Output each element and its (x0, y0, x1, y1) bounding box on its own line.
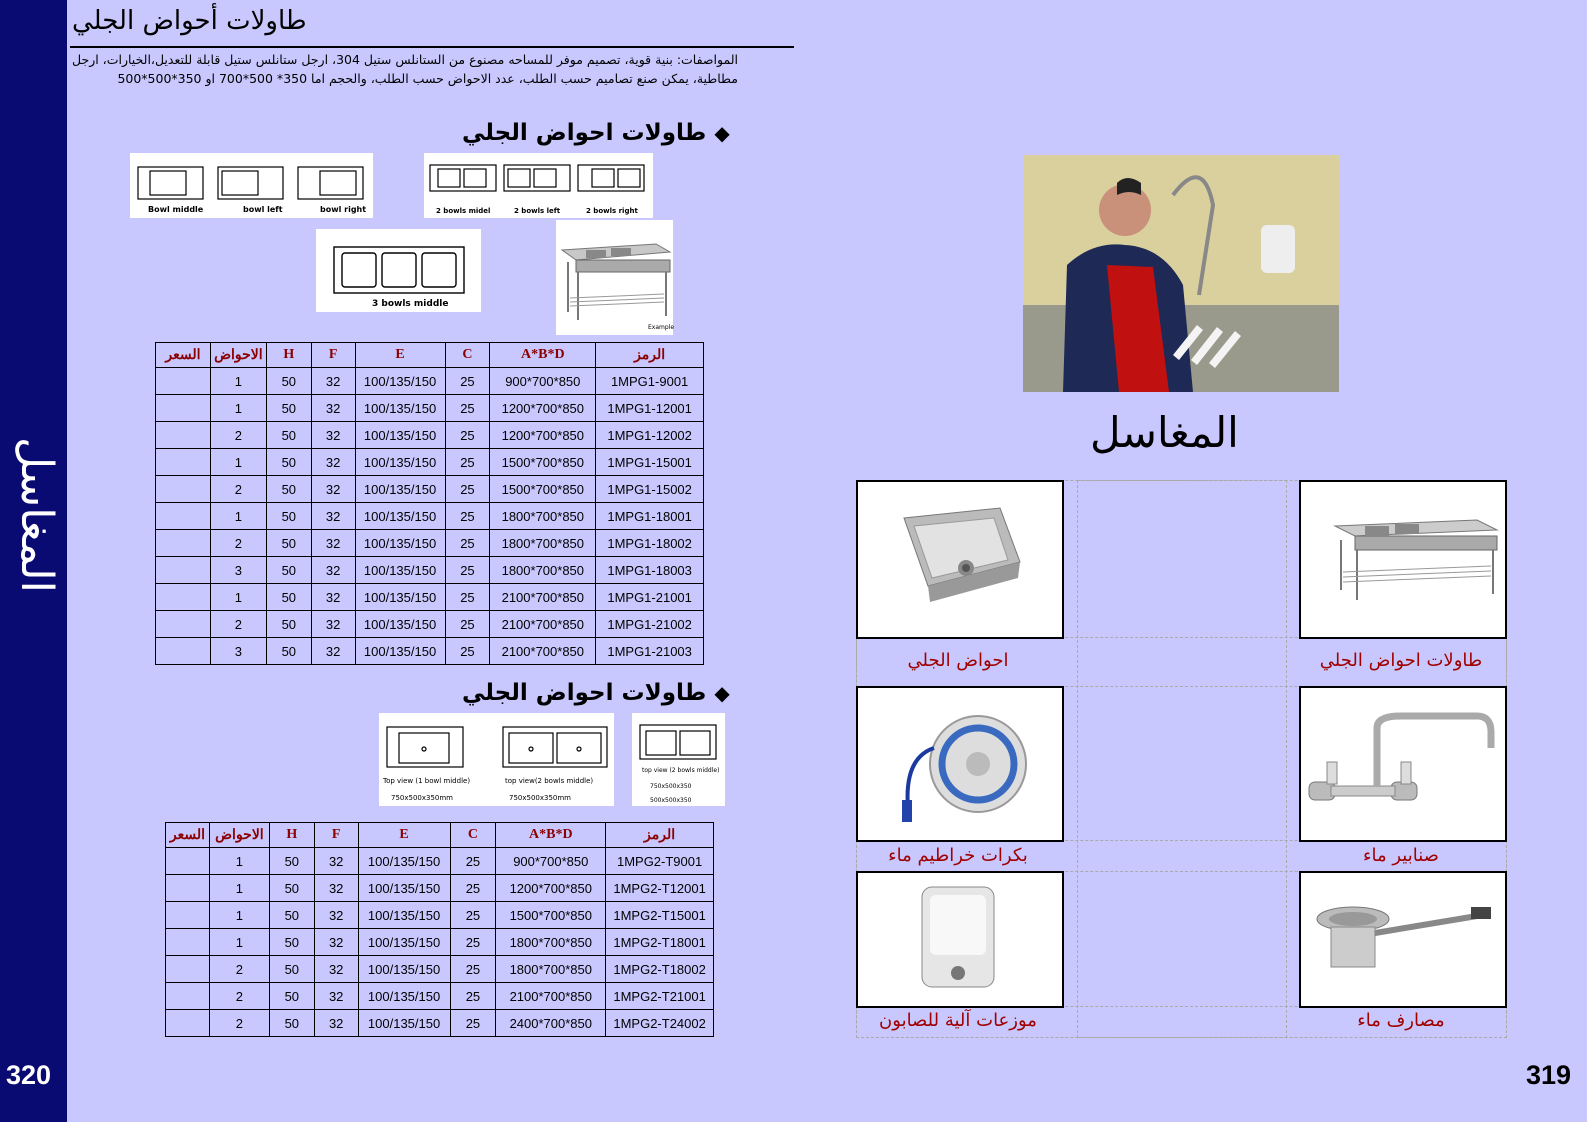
table-cell: 50 (266, 368, 311, 395)
diagram-label: 2 bowls right (586, 207, 638, 215)
table-header-row (166, 823, 714, 848)
worker-at-sink-icon (1023, 155, 1339, 392)
table-cell (166, 983, 210, 1010)
table-cell (156, 611, 211, 638)
table-cell (156, 503, 211, 530)
table-cell: 2100*700*850 (496, 983, 606, 1010)
table-row (166, 902, 714, 929)
category-label[interactable]: مصارف ماء (1357, 1010, 1445, 1031)
table-cell: 25 (450, 875, 496, 902)
column-header: السعر (156, 343, 211, 368)
table-cell: 50 (266, 395, 311, 422)
category-card-sink-tables[interactable] (1299, 480, 1507, 639)
table-cell: 50 (266, 503, 311, 530)
table-cell: 1MPG2-T24002 (606, 1010, 714, 1037)
sink-table-example-photo (556, 220, 673, 335)
table-cell: 1 (210, 395, 266, 422)
table-row (166, 929, 714, 956)
table-cell: 3 (210, 638, 266, 665)
table-cell: 100/135/150 (355, 638, 445, 665)
table-cell: 100/135/150 (358, 929, 450, 956)
diagram-label: bowl left (243, 205, 283, 214)
table-cell (156, 449, 211, 476)
column-header: A*B*D (496, 823, 606, 848)
table-cell: 1 (210, 503, 266, 530)
table-cell (156, 530, 211, 557)
diagram-label: 2 bowls left (514, 207, 561, 215)
table-cell: 2 (209, 956, 269, 983)
table-cell: 2100*700*850 (490, 611, 596, 638)
table-cell: 25 (450, 929, 496, 956)
two-bowl-diagrams (424, 153, 653, 218)
table-cell: 32 (311, 368, 355, 395)
table-cell: 25 (445, 368, 490, 395)
diagram-label: Top view (1 bowl middle) (383, 777, 471, 785)
page-title: طاولات أحواض الجلي (72, 6, 307, 36)
section-1-heading (462, 120, 730, 146)
table-cell: 1 (210, 584, 266, 611)
table-cell: 32 (311, 449, 355, 476)
diagram-label: Bowl middle (148, 205, 204, 214)
table-row (156, 368, 704, 395)
table-cell: 1MPG1-21002 (596, 611, 704, 638)
top-view-diagram-small (632, 713, 725, 806)
category-grid-gap (1077, 480, 1287, 1038)
table-cell: 50 (269, 848, 314, 875)
table-cell (156, 368, 211, 395)
sink-bowl-icon (858, 482, 1062, 637)
table-cell (166, 929, 210, 956)
table-cell: 900*700*850 (496, 848, 606, 875)
table-cell: 32 (311, 611, 355, 638)
table-cell: 1 (209, 848, 269, 875)
table-cell: 1800*700*850 (490, 503, 596, 530)
table-cell: 2 (209, 1010, 269, 1037)
table-cell: 1MPG2-T15001 (606, 902, 714, 929)
column-header: الرمز (606, 823, 714, 848)
table-cell: 1MPG1-15001 (596, 449, 704, 476)
table-cell: 1MPG1-9001 (596, 368, 704, 395)
table-cell: 1MPG2-T9001 (606, 848, 714, 875)
table-cell: 900*700*850 (490, 368, 596, 395)
dishwashing-photo (1023, 155, 1339, 392)
table-row (156, 611, 704, 638)
table-cell: 25 (445, 395, 490, 422)
table-cell: 1MPG1-18002 (596, 530, 704, 557)
table-cell: 2100*700*850 (490, 638, 596, 665)
table-row (156, 422, 704, 449)
table-row (156, 584, 704, 611)
table-cell: 32 (314, 902, 358, 929)
sink-table-icon (556, 220, 673, 335)
drain-icon (1301, 873, 1505, 1006)
table-cell: 25 (450, 902, 496, 929)
table-cell: 25 (445, 530, 490, 557)
table-cell: 50 (266, 557, 311, 584)
table-cell (156, 557, 211, 584)
table-cell: 32 (314, 1010, 358, 1037)
table-cell: 25 (445, 476, 490, 503)
page-number-left: 320 (6, 1060, 52, 1090)
table-cell: 2 (210, 422, 266, 449)
table-cell: 32 (314, 956, 358, 983)
column-header: C (450, 823, 496, 848)
table-cell: 50 (269, 983, 314, 1010)
table-cell: 50 (266, 530, 311, 557)
table-cell: 1500*700*850 (490, 449, 596, 476)
table-cell: 1 (209, 902, 269, 929)
table-cell: 1800*700*850 (496, 956, 606, 983)
table-row (156, 449, 704, 476)
table-cell: 2 (210, 530, 266, 557)
table-cell: 25 (445, 422, 490, 449)
table-cell (166, 902, 210, 929)
sidebar (0, 0, 67, 1122)
column-header: E (358, 823, 450, 848)
category-card-sink-bowls[interactable] (856, 480, 1064, 639)
single-bowl-diagrams (130, 153, 373, 218)
table-cell: 25 (450, 956, 496, 983)
table-row (156, 395, 704, 422)
sinks-title: المغاسل (1090, 408, 1239, 457)
table-cell: 1500*700*850 (490, 476, 596, 503)
table-cell: 25 (445, 557, 490, 584)
table-cell: 2 (209, 983, 269, 1010)
table-cell: 1200*700*850 (490, 395, 596, 422)
table-cell: 32 (314, 929, 358, 956)
table-cell (166, 956, 210, 983)
table-row (156, 476, 704, 503)
table-cell: 2400*700*850 (496, 1010, 606, 1037)
table-cell: 32 (311, 422, 355, 449)
table-cell: 1200*700*850 (490, 422, 596, 449)
table-cell: 1MPG1-15002 (596, 476, 704, 503)
table-cell: 50 (269, 1010, 314, 1037)
faucet-icon (1301, 688, 1505, 840)
diagram-label: 750x500x350 (650, 783, 692, 790)
specs-table-1 (155, 342, 704, 665)
table-cell: 25 (445, 503, 490, 530)
category-card-hose-reels[interactable] (856, 686, 1064, 842)
column-header: A*B*D (490, 343, 596, 368)
table-cell: 25 (445, 611, 490, 638)
table-cell (156, 422, 211, 449)
table-cell: 50 (269, 902, 314, 929)
table-cell: 1MPG2-T12001 (606, 875, 714, 902)
table-cell: 100/135/150 (358, 875, 450, 902)
table-cell: 32 (314, 983, 358, 1010)
diagram-label: 2 bowls midel (436, 207, 491, 215)
section-2-heading (462, 680, 730, 706)
table-cell: 50 (266, 584, 311, 611)
category-label[interactable]: بكرات خراطيم ماء (888, 845, 1028, 866)
table-cell: 100/135/150 (358, 983, 450, 1010)
table-row (156, 638, 704, 665)
table-row (166, 956, 714, 983)
diagram-label: 750x500x350mm (391, 794, 454, 802)
column-header: الرمز (596, 343, 704, 368)
table-cell: 32 (311, 584, 355, 611)
category-card-soap-dispensers[interactable] (856, 871, 1064, 1008)
table-row (156, 557, 704, 584)
table-cell: 50 (266, 638, 311, 665)
table-cell: 1MPG1-18001 (596, 503, 704, 530)
table-cell: 32 (311, 557, 355, 584)
table-row (166, 983, 714, 1010)
table-cell: 1MPG2-T18001 (606, 929, 714, 956)
category-card-drains[interactable] (1299, 871, 1507, 1008)
table-cell: 32 (311, 530, 355, 557)
column-header: C (445, 343, 490, 368)
category-card-faucets[interactable] (1299, 686, 1507, 842)
table-cell (166, 1010, 210, 1037)
table-cell: 1MPG1-21001 (596, 584, 704, 611)
table-cell: 1MPG1-21003 (596, 638, 704, 665)
table-cell: 25 (450, 848, 496, 875)
table-cell: 2 (210, 476, 266, 503)
table-cell: 1MPG2-T21001 (606, 983, 714, 1010)
hose-reel-icon (858, 688, 1062, 840)
table-cell: 32 (314, 848, 358, 875)
table-row (156, 530, 704, 557)
diamond-bullet-icon: ◆ (714, 121, 730, 145)
table-cell: 25 (445, 638, 490, 665)
title-divider (70, 46, 794, 48)
table-cell: 1800*700*850 (490, 530, 596, 557)
table-cell: 100/135/150 (355, 530, 445, 557)
table-cell: 25 (445, 584, 490, 611)
table-cell: 25 (450, 983, 496, 1010)
specification-text: المواصفات: بنية قوية، تصميم موفر للمساحه مصنوع من الستانلس ستيل 304، ارجل ستانلس ستيل قابلة للتعديل،الخيارات، ارجل مطاطية، يمكن صنع تصاميم حسب الطلب، عدد الاحواض حسب الطلب، والحجم اما 350* 500*700 او 350*500*500 (72, 52, 738, 86)
column-header: F (314, 823, 358, 848)
diagram-label: bowl right (320, 205, 367, 214)
table-cell: 32 (311, 638, 355, 665)
table-cell: 50 (269, 875, 314, 902)
table-cell (156, 395, 211, 422)
column-header: الاحواض (209, 823, 269, 848)
table-cell: 100/135/150 (355, 476, 445, 503)
table-cell (166, 848, 210, 875)
table-cell: 100/135/150 (355, 422, 445, 449)
table-cell: 1MPG1-18003 (596, 557, 704, 584)
table-cell: 100/135/150 (355, 611, 445, 638)
table-cell: 1800*700*850 (496, 929, 606, 956)
table-cell: 100/135/150 (355, 368, 445, 395)
column-header: F (311, 343, 355, 368)
table-cell: 100/135/150 (355, 584, 445, 611)
table-cell: 50 (266, 611, 311, 638)
table-cell: 50 (266, 422, 311, 449)
table-cell: 1 (209, 929, 269, 956)
table-row (166, 1010, 714, 1037)
table-cell: 1MPG1-12002 (596, 422, 704, 449)
three-bowl-diagram (316, 229, 481, 312)
table-cell (156, 476, 211, 503)
table-row (166, 875, 714, 902)
table-cell (156, 638, 211, 665)
diagram-label: top view(2 bowls middle) (505, 777, 594, 785)
diagram-label: 3 bowls middle (372, 299, 449, 309)
table-cell: 2100*700*850 (490, 584, 596, 611)
table-cell: 32 (314, 875, 358, 902)
table-cell: 100/135/150 (358, 1010, 450, 1037)
soap-dispenser-icon (858, 873, 1062, 1006)
table-cell: 1 (209, 875, 269, 902)
top-view-drawing (379, 713, 614, 806)
table-cell: 1800*700*850 (490, 557, 596, 584)
table-cell: 25 (450, 1010, 496, 1037)
page-number-right: 319 (1526, 1060, 1572, 1090)
table-cell: 50 (269, 929, 314, 956)
sidebar-title: المغاسل (11, 437, 62, 593)
top-view-diagrams (379, 713, 614, 806)
table-row (166, 848, 714, 875)
table-cell: 100/135/150 (358, 848, 450, 875)
table-cell: 1200*700*850 (496, 875, 606, 902)
table-cell: 2 (210, 611, 266, 638)
column-header: E (355, 343, 445, 368)
diagram-label: 500x500x350 (650, 797, 692, 804)
table-cell: 50 (266, 476, 311, 503)
column-header: H (269, 823, 314, 848)
section-1-title: طاولات احواض الجلي (462, 120, 707, 146)
category-label[interactable]: احواض الجلي (907, 650, 1009, 671)
diagram-label: top view (2 bowls middle) (642, 767, 720, 774)
specs-table-2 (165, 822, 714, 1037)
column-header: H (266, 343, 311, 368)
category-label[interactable]: موزعات آلية للصابون (879, 1010, 1037, 1031)
table-cell: 32 (311, 503, 355, 530)
diamond-bullet-icon: ◆ (714, 681, 730, 705)
section-2-title: طاولات احواض الجلي (462, 680, 707, 706)
table-cell: 100/135/150 (358, 902, 450, 929)
table-cell: 32 (311, 395, 355, 422)
table-cell: 32 (311, 476, 355, 503)
column-header: الاحواض (210, 343, 266, 368)
table-row (156, 503, 704, 530)
table-header-row (156, 343, 704, 368)
table-cell: 100/135/150 (355, 449, 445, 476)
table-cell: 50 (269, 956, 314, 983)
table-cell (166, 875, 210, 902)
top-view-drawing-small (632, 713, 725, 806)
table-cell: 3 (210, 557, 266, 584)
table-cell: 25 (445, 449, 490, 476)
table-cell (156, 584, 211, 611)
table-cell: 100/135/150 (355, 557, 445, 584)
table-cell: 1 (210, 449, 266, 476)
table-cell: 1 (210, 368, 266, 395)
photo-caption: Example (648, 324, 675, 331)
table-cell: 100/135/150 (355, 503, 445, 530)
category-label[interactable]: طاولات احواض الجلي (1319, 650, 1483, 671)
table-cell: 100/135/150 (355, 395, 445, 422)
diagram-label: 750x500x350mm (509, 794, 572, 802)
table-cell: 100/135/150 (358, 956, 450, 983)
table-cell: 1500*700*850 (496, 902, 606, 929)
table-cell: 1MPG1-12001 (596, 395, 704, 422)
category-label[interactable]: صنابير ماء (1363, 845, 1439, 866)
sink-table-icon (1301, 482, 1505, 637)
column-header: السعر (166, 823, 210, 848)
table-cell: 50 (266, 449, 311, 476)
table-cell: 1MPG2-T18002 (606, 956, 714, 983)
